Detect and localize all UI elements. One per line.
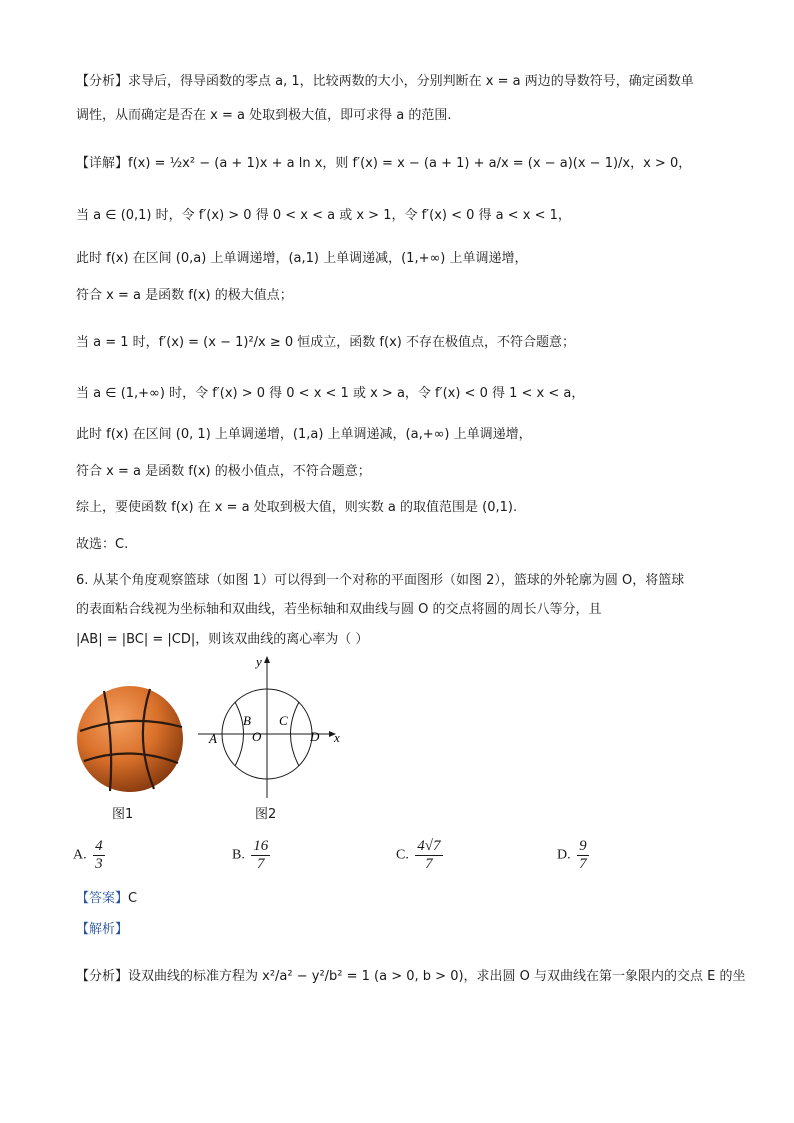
option-c-numerator: 4√7 — [417, 838, 441, 854]
basketball-figure — [74, 683, 186, 795]
analysis-line-1: 【分析】求导后，得导函数的零点 a, 1，比较两数的大小，分别判断在 x = a 两边的导数符号，确定函数单 — [76, 74, 694, 89]
option-c-denominator: 7 — [425, 856, 433, 872]
case3-monotonic-line: 此时 f(x) 在区间 (0, 1) 上单调递增，(1,a) 上单调递减，(a,+∞) 上单调递增， — [76, 427, 532, 442]
option-c-label: C. — [396, 847, 409, 863]
detail-line — [76, 154, 691, 174]
choice-line: 故选：C. — [76, 537, 129, 552]
case1-monotonic-line: 此时 f(x) 在区间 (0,a) 上单调递增，(a,1) 上单调递减，(1,+∞) 上单调递增， — [76, 251, 528, 266]
label-y: y — [256, 654, 262, 669]
case3-conclusion: 符合 x = a 是函数 f(x) 的极小值点，不符合题意； — [76, 464, 371, 479]
option-b-numerator: 16 — [253, 838, 269, 854]
label-x: x — [334, 730, 340, 745]
option-c-fraction — [415, 838, 442, 873]
option-c[interactable] — [396, 838, 445, 873]
option-b-denominator: 7 — [257, 856, 265, 872]
analysis2-line: 【分析】设双曲线的标准方程为 x²/a² − y²/b² = 1 (a > 0, b > 0)，求出圆 O 与双曲线在第一象限内的交点 E 的坐 — [76, 969, 746, 984]
jiexi-label: 【解析】 — [76, 922, 129, 937]
label-D: D — [310, 729, 320, 744]
option-a-fraction — [93, 838, 105, 873]
label-C: C — [279, 713, 288, 728]
case3-line: 当 a ∈ (1,+∞) 时，令 f′(x) > 0 得 0 < x < 1 或 x > a，令 f′(x) < 0 得 1 < x < a， — [76, 386, 585, 401]
question6-line-2: 的表面粘合线视为坐标轴和双曲线，若坐标轴和双曲线与圆 O 的交点将圆的周长八等分，且 — [76, 602, 602, 617]
question6-line-1: 6. 从某个角度观察篮球（如图 1）可以得到一个对称的平面图形（如图 2），篮球的外轮廓为圆 O，将篮球 — [76, 573, 685, 588]
option-b-label: B. — [232, 847, 245, 863]
case1-conclusion: 符合 x = a 是函数 f(x) 的极大值点； — [76, 288, 293, 303]
answer-value: C — [128, 891, 138, 906]
label-B: B — [243, 713, 251, 728]
label-O: O — [252, 729, 262, 744]
label-A: A — [209, 731, 217, 746]
coordinate-diagram — [194, 652, 346, 800]
option-b[interactable] — [232, 838, 272, 873]
option-d-label: D. — [557, 847, 571, 863]
summary-line: 综上，要使函数 f(x) 在 x = a 处取到极大值，则实数 a 的取值范围是 (0,1). — [76, 500, 518, 515]
option-b-fraction — [251, 838, 270, 873]
option-d-denominator: 7 — [579, 856, 587, 872]
detail-label: 【详解】 — [76, 156, 129, 171]
case1-line: 当 a ∈ (0,1) 时，令 f′(x) > 0 得 0 < x < a 或 x > 1，令 f′(x) < 0 得 a < x < 1， — [76, 208, 571, 223]
detail-text: f(x) = ½x² − (a + 1)x + a ln x，则 f′(x) = x − (a + 1) + a/x = (x − a)(x − 1)/x，x > 0， — [128, 156, 692, 171]
option-d-numerator: 9 — [579, 838, 587, 854]
answer-line — [76, 889, 137, 909]
option-a-numerator: 4 — [95, 838, 103, 854]
basketball-body — [77, 686, 183, 792]
option-d[interactable] — [557, 838, 591, 873]
y-axis-arrow — [264, 656, 270, 663]
figure2-caption: 图2 — [255, 807, 277, 822]
case2-line: 当 a = 1 时，f′(x) = (x − 1)²/x ≥ 0 恒成立，函数 f(x) 不存在极值点，不符合题意； — [76, 335, 575, 350]
option-a-label: A. — [73, 847, 87, 863]
answer-label: 【答案】 — [76, 891, 129, 906]
option-d-fraction — [577, 838, 589, 873]
analysis-line-2: 调性，从而确定是否在 x = a 处取到极大值，即可求得 a 的范围. — [76, 108, 452, 123]
option-a-denominator: 3 — [95, 856, 103, 872]
option-a[interactable] — [73, 838, 107, 873]
figure1-caption: 图1 — [112, 807, 134, 822]
question6-line-3: |AB| = |BC| = |CD|，则该双曲线的离心率为（ ） — [76, 632, 369, 647]
